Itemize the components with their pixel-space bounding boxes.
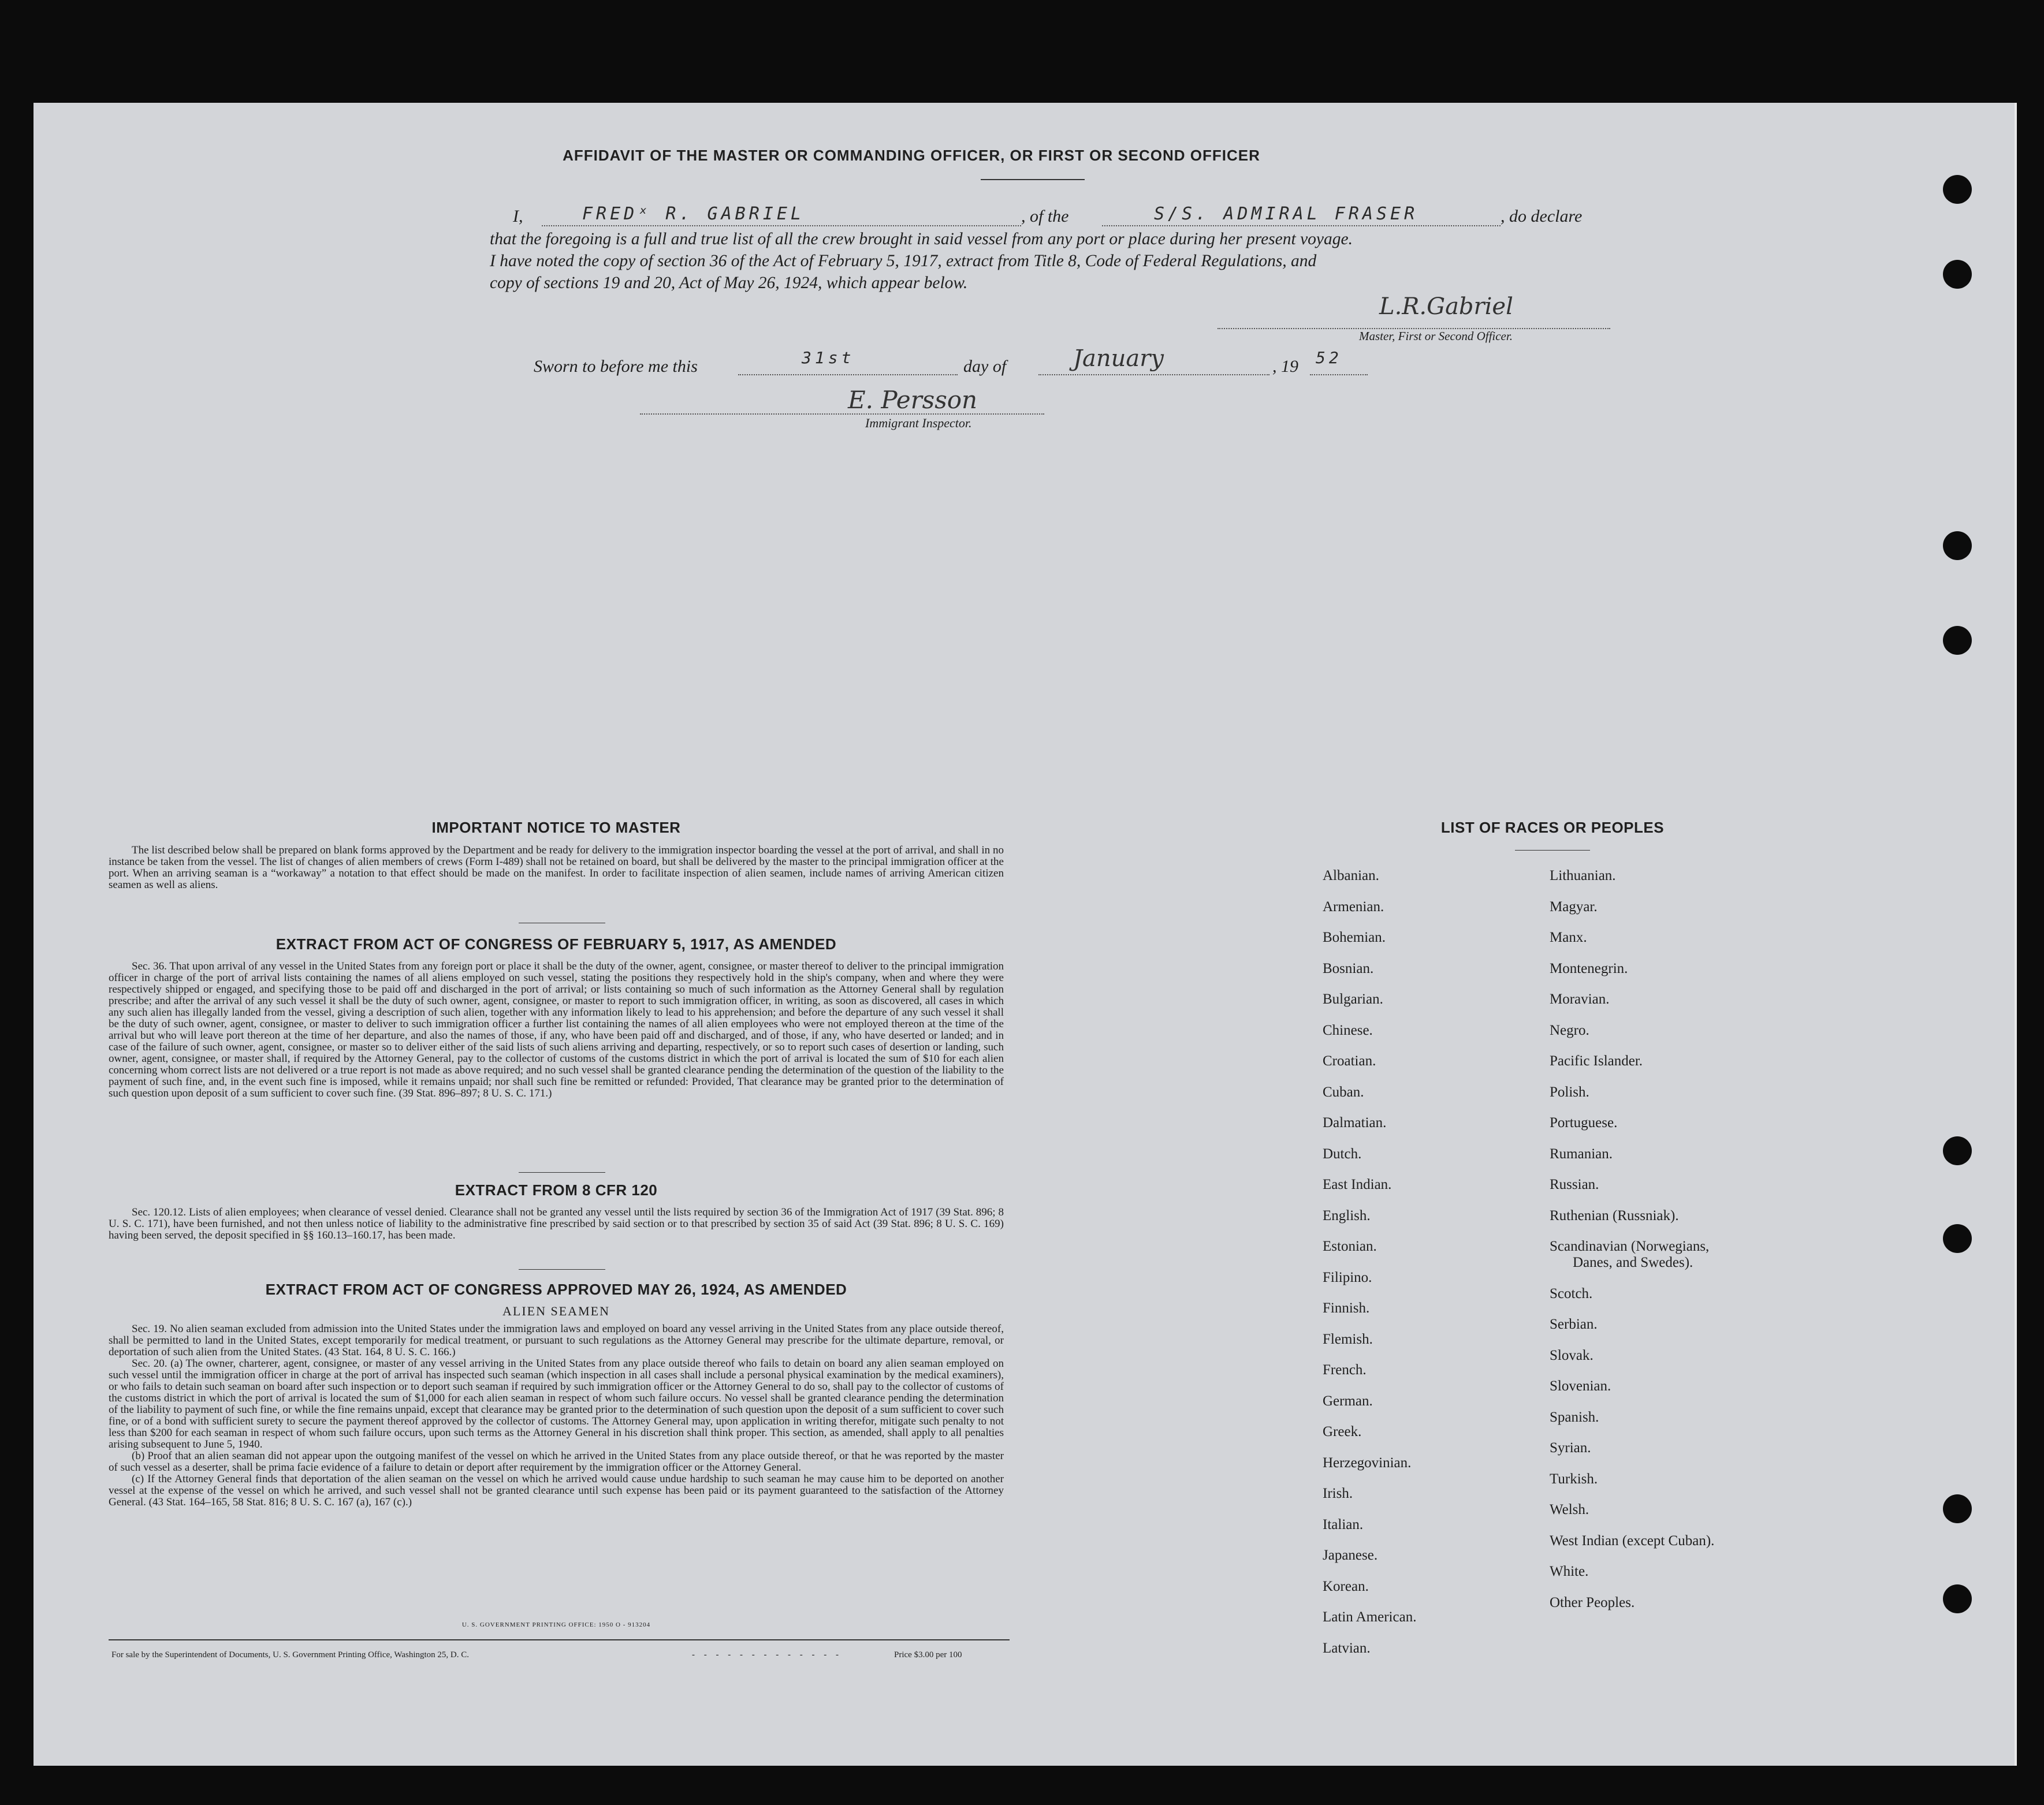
extract-cfr-title: EXTRACT FROM 8 CFR 120 [455,1181,658,1199]
sec-19-paragraph: Sec. 19. No alien seaman excluded from admission into the United States under the immigration laws and employed on board any vessel arriving in the United States from any place outside thereof, shall be permitted to land in the United States, except temporarily for medical treatment, or pursuant to such regulations as the Attorney General may prescribe for the ultimate departure, removal, or deportation of such alien from the United States. (43 Stat. 164, 8 U. S. C. 166.) [109,1323,1004,1358]
divider [519,1172,605,1173]
race-entry: Spanish. [1550,1409,1599,1425]
race-entry: Finnish. [1323,1300,1370,1316]
title-underline [981,179,1085,180]
race-entry: Danes, and Swedes). [1573,1255,1693,1270]
race-entry: White. [1550,1564,1589,1579]
year-line [1310,374,1368,375]
month-field: January [1073,345,1164,372]
extract-1924-subtitle: ALIEN SEAMEN [502,1304,610,1318]
inspector-caption: Immigrant Inspector. [865,416,972,430]
sec-120-paragraph: Sec. 120.12. Lists of alien employees; when clearance of vessel denied. Clearance shall not be granted any vessel until the lists required by section 36 of the Immigration Act of 1917 (39 Stat. 896; 8 U. S. C. 171), have been furnished, and not then unless notice of liability to the administrative fine prescribed by said section or to that prescribed by section 35 of said Act (39 Stat. 896; 8 U. S. C. 169) having been served, the deposit specified in §§ 160.13–160.17, has been made. [109,1206,1004,1241]
master-caption: Master, First or Second Officer. [1359,329,1513,343]
name-line [542,225,1021,226]
race-entry: Albanian. [1323,868,1379,883]
punch-hole [1943,626,1972,655]
race-entry: Syrian. [1550,1440,1591,1456]
punch-hole [1943,260,1972,289]
race-entry: Pacific Islander. [1550,1053,1643,1069]
sec-20a-paragraph: Sec. 20. (a) The owner, charterer, agent, consignee, or master of any vessel arriving in the United States from any place outside thereof who fails to detain on board any alien seaman employed on such vessel until the immigration officer in charge at the port of arrival has inspected such seaman (which inspection in all cases shall include a personal physical examination by the medical examiners), or who fails to detain such seaman on board after such inspection or to deport such seaman if required by such immigration officer or the Attorney General to do so, shall pay to the collector of customs of the customs district in which the port of arrival is located the sum of $1,000 for each alien seaman in respect of whom such failure occurs. No vessel shall be granted clearance pending the determination of the liability to payment of such fine, or while the fine remains unpaid, except that clearance may be granted prior to the determination of such question upon the deposit of a sum sufficient to cover such fine, or of a bond with sufficient surety to secure the payment thereof approved by the collector of customs. The Attorney General may, upon application in writing therefor, mitigate such penalty to not less than $200 for each seaman in respect of whom such failure occurs, upon such terms as the Attorney General in his discretion shall think proper. This section, as amended, shall apply to all penalties arising subsequent to June 5, 1940. [109,1358,1004,1450]
master-signature: L.R.Gabriel [1379,293,1513,320]
race-entry: Manx. [1550,930,1587,945]
punch-hole [1943,531,1972,560]
race-entry: French. [1323,1362,1367,1378]
day-field: 31st [802,348,855,367]
race-entry: German. [1323,1393,1373,1409]
race-entry: Turkish. [1550,1471,1598,1487]
race-entry: Negro. [1550,1022,1589,1038]
races-title-underline [1515,850,1590,851]
of-the-label: , of the [1021,207,1069,226]
divider [519,1269,605,1270]
race-entry: Bulgarian. [1323,991,1383,1007]
race-entry: West Indian (except Cuban). [1550,1532,1715,1549]
races-title: LIST OF RACES OR PEOPLES [1440,819,1665,836]
race-entry: Portuguese. [1550,1115,1618,1131]
race-entry: Lithuanian. [1550,868,1616,883]
race-entry: Irish. [1323,1486,1353,1501]
year-prefix: , 19 [1272,357,1298,376]
document-page [33,103,2017,1766]
race-entry: East Indian. [1323,1177,1392,1192]
affidavit-line-3: I have noted the copy of section 36 of the Act of February 5, 1917, extract from Title 8, Code of Federal Regulations, and [490,252,1317,270]
affidavit-title: AFFIDAVIT OF THE MASTER OR COMMANDING OFFICER, OR FIRST OR SECOND OFFICER [563,147,1260,164]
day-line [738,374,958,375]
vessel-name-field: S/S. ADMIRAL FRASER [1154,204,1418,224]
month-line [1038,374,1269,375]
race-entry: Armenian. [1323,898,1384,915]
race-entry: Welsh. [1550,1502,1589,1517]
race-entry: Italian. [1323,1516,1364,1532]
race-entry: Slovak. [1550,1347,1593,1363]
notice-title: IMPORTANT NOTICE TO MASTER [431,819,681,836]
race-entry: Rumanian. [1550,1146,1613,1162]
race-entry: English. [1323,1207,1371,1224]
race-entry: Japanese. [1323,1547,1378,1563]
race-entry: Magyar. [1550,898,1598,915]
day-of-label: day of [963,357,1007,376]
extract-1917-title: EXTRACT FROM ACT OF CONGRESS OF FEBRUARY 5, 1917, AS AMENDED [275,935,837,953]
race-entry: Cuban. [1323,1084,1364,1100]
notice-text [109,845,1004,891]
punch-hole [1943,1584,1972,1613]
race-entry: Latvian. [1323,1640,1371,1656]
race-entry: Russian. [1550,1177,1599,1192]
gpo-imprint: U. S. GOVERNMENT PRINTING OFFICE: 1950 O - 913204 [461,1621,651,1628]
inspector-signature-line [640,413,1044,415]
race-entry: Scandinavian (Norwegians, [1550,1239,1710,1254]
punch-hole [1943,1494,1972,1523]
extract-1917-text [109,961,1004,1099]
races-list-left [1323,867,1416,1670]
race-entry: Scotch. [1550,1285,1593,1301]
race-entry: Moravian. [1550,991,1610,1007]
race-entry: Croatian. [1323,1053,1376,1069]
race-entry: Chinese. [1323,1022,1373,1038]
sale-notice: For sale by the Superintendent of Documents, U. S. Government Printing Office, Washington 25, D. C. [111,1650,469,1659]
race-entry: Polish. [1550,1084,1589,1100]
punch-hole [1943,1224,1972,1253]
affidavit-line-4: copy of sections 19 and 20, Act of May 26, 1924, which appear below. [490,274,968,292]
race-entry: Dalmatian. [1323,1115,1387,1131]
sec-20c-paragraph: (c) If the Attorney General finds that deportation of the alien seaman on the vessel on which he arrived would cause undue hardship to such seaman he may cause him to be deported on another vessel at the expense of the vessel on which he arrived, and such vessel shall not be granted clearance until such expense has been paid or its payment guaranteed to the satisfaction of the Attorney General. (43 Stat. 164–165, 58 Stat. 816; 8 U. S. C. 167 (a), 167 (c).) [109,1473,1004,1508]
vessel-line [1102,225,1501,226]
race-entry: Korean. [1323,1578,1369,1594]
master-name-field: FREDˣ R. GABRIEL [582,204,805,224]
year-field: 52 [1316,348,1342,367]
race-entry: Filipino. [1323,1269,1372,1285]
race-entry: Serbian. [1550,1317,1598,1332]
race-entry: Flemish. [1323,1331,1373,1347]
extract-1924-title: EXTRACT FROM ACT OF CONGRESS APPROVED MAY 26, 1924, AS AMENDED [265,1281,847,1298]
punch-hole [1943,175,1972,204]
sworn-label: Sworn to before me this [534,357,698,376]
notice-paragraph: The list described below shall be prepared on blank forms approved by the Department and be ready for delivery to the immigration inspector boarding the vessel at the port of arrival, and shall in no instance be taken from the vessel. The list of changes of alien members of crews (Form I-489) shall not be retained on board, but shall be delivered by the master to the principal immigration officer at the port. When an arriving seaman is a “workaway” a notation to that effect should be made on the manifest. In order to facilitate inspection of alien seamen, include names of arriving American citizen seamen as well as aliens. [109,844,1004,891]
race-entry: Dutch. [1323,1146,1362,1162]
i-label: I, [513,207,523,226]
footer-rule [109,1639,1010,1640]
extract-1924-text [109,1323,1004,1508]
punch-hole [1943,1136,1972,1165]
race-entry: Bohemian. [1323,930,1386,945]
sec-20b-paragraph: (b) Proof that an alien seaman did not appear upon the outgoing manifest of the vessel on which he arrived in the United States from any place outside thereof, or that he was reported by the master of such vessel as a deserter, shall be prima facie evidence of a failure to detain or deport after requirement by the immigration officer or the Attorney General. [109,1450,1004,1474]
race-entry: Other Peoples. [1550,1594,1635,1610]
race-entry: Herzegovinian. [1323,1455,1412,1471]
price-notice: Price $3.00 per 100 [894,1650,962,1659]
race-entry: Montenegrin. [1550,960,1628,976]
races-list-right [1550,867,1714,1625]
do-declare-label: , do declare [1501,207,1583,226]
footer-dots: - - - - - - - - - - - - - [692,1650,842,1659]
sec-36-paragraph: Sec. 36. That upon arrival of any vessel in the United States from any foreign port or place it shall be the duty of the owner, agent, consignee, or master thereof to deliver to the principal immigration officer in charge of the port of arrival lists containing the names of all aliens employed on such vessel, stating the positions they respectively hold in the ship's company, when and where they were respectively shipped or engaged, and specifying those to be paid off and discharged in the port of arrival; or lists containing so much of such information as the Attorney General shall by regulation prescribe; and after the arrival of any such vessel it shall be the duty of such owner, agent, consignee, or master to report to such immigration officer, in writing, as soon as discovered, all cases in which any such alien has illegally landed from the vessel, giving a description of such alien, together with any information likely to lead to his apprehension; and before the departure of any such vessel it shall be the duty of such owner, agent, consignee, or master to deliver to such immigration officer a further list containing the names of all alien employees who were not employed thereon at the time of the arrival but who will leave port thereon at the time of her departure, and also the names of those, if any, who have been paid off and discharged, and of those, if any, who have deserted or landed; and in case of the failure of such owner, agent, consignee, or master so to deliver either of the said lists of such aliens arriving and departing, respectively, or so to report such cases of desertion or landing, such owner, agent, consignee, or master shall, if required by the Attorney General, pay to the collector of customs of the customs district in which the port of arrival is located the sum of $10 for each alien concerning whom correct lists are not delivered or a true report is not made as above required; and no such vessel shall be granted clearance pending the determination of the question of the liability to the payment of such fine, and, in the event such fine is imposed, while it remains unpaid; nor shall such fine be remitted or refunded: Provided, That clearance may be granted prior to the determination of such question upon deposit of a sum sufficient to cover such fine. (39 Stat. 896–897; 8 U. S. C. 171.) [109,960,1004,1099]
race-entry: Greek. [1323,1424,1362,1439]
race-entry: Latin American. [1323,1609,1417,1625]
affidavit-line-2: that the foregoing is a full and true list of all the crew brought in said vessel from any port or place during her present voyage. [490,230,1353,248]
race-entry: Ruthenian (Russniak). [1550,1207,1679,1224]
race-entry: Slovenian. [1550,1378,1611,1394]
race-entry: Bosnian. [1323,960,1374,976]
race-entry: Estonian. [1323,1239,1377,1254]
inspector-signature: E. Persson [848,386,978,414]
extract-cfr-text [109,1207,1004,1241]
